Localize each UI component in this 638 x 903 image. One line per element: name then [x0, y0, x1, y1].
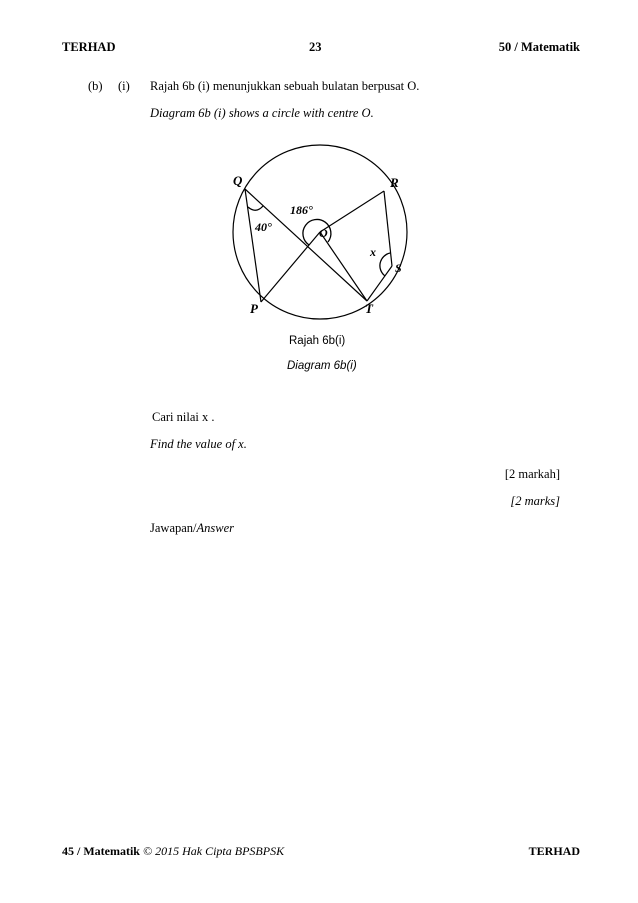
caption-en: Diagram 6b(i) [287, 360, 357, 372]
chord-QP [245, 189, 261, 302]
angle-label-x: x [370, 245, 376, 259]
answer-label [150, 521, 234, 536]
question-text-ms: Rajah 6b (i) menunjukkan sebuah bulatan berpusat O. [150, 79, 420, 93]
circle-diagram [200, 140, 440, 330]
marks-ms: [2 markah] [504, 467, 560, 481]
question-part: (b) [88, 79, 103, 93]
label-P: P [250, 301, 258, 316]
footer-left [62, 844, 284, 859]
angle-label-40: 40° [255, 220, 272, 234]
angle-arc-S [380, 253, 390, 276]
marks-en: [2 marks] [510, 494, 560, 508]
question-text-en: Diagram 6b (i) shows a circle with centre O. [150, 106, 374, 120]
header-left: TERHAD [62, 40, 116, 54]
task-text-ms: Cari nilai x . [152, 410, 215, 424]
caption-ms: Rajah 6b(i) [289, 335, 346, 347]
footer-copyright: © 2015 Hak Cipta BPSBPSK [139, 844, 285, 858]
angle-arc-Q [248, 206, 263, 210]
angle-label-186: 186° [290, 203, 313, 217]
label-T: T [365, 301, 373, 316]
header-right: 50 / Matematik [498, 40, 580, 54]
radius-OR [320, 191, 384, 232]
label-Q: Q [233, 173, 243, 188]
footer-right: TERHAD [528, 844, 580, 858]
footer-subject: 45 / Matematik [62, 844, 140, 858]
answer-label-ms: Jawapan/ [150, 521, 197, 535]
task-text-en: Find the value of x. [150, 437, 247, 451]
radius-OP [261, 232, 320, 302]
label-S: S [395, 261, 402, 275]
answer-label-en: Answer [196, 521, 235, 535]
radius-OT [320, 232, 367, 301]
label-R: R [390, 175, 399, 190]
label-O: O [319, 226, 328, 240]
question-subpart: (i) [118, 79, 130, 93]
page-number: 23 [309, 40, 322, 54]
